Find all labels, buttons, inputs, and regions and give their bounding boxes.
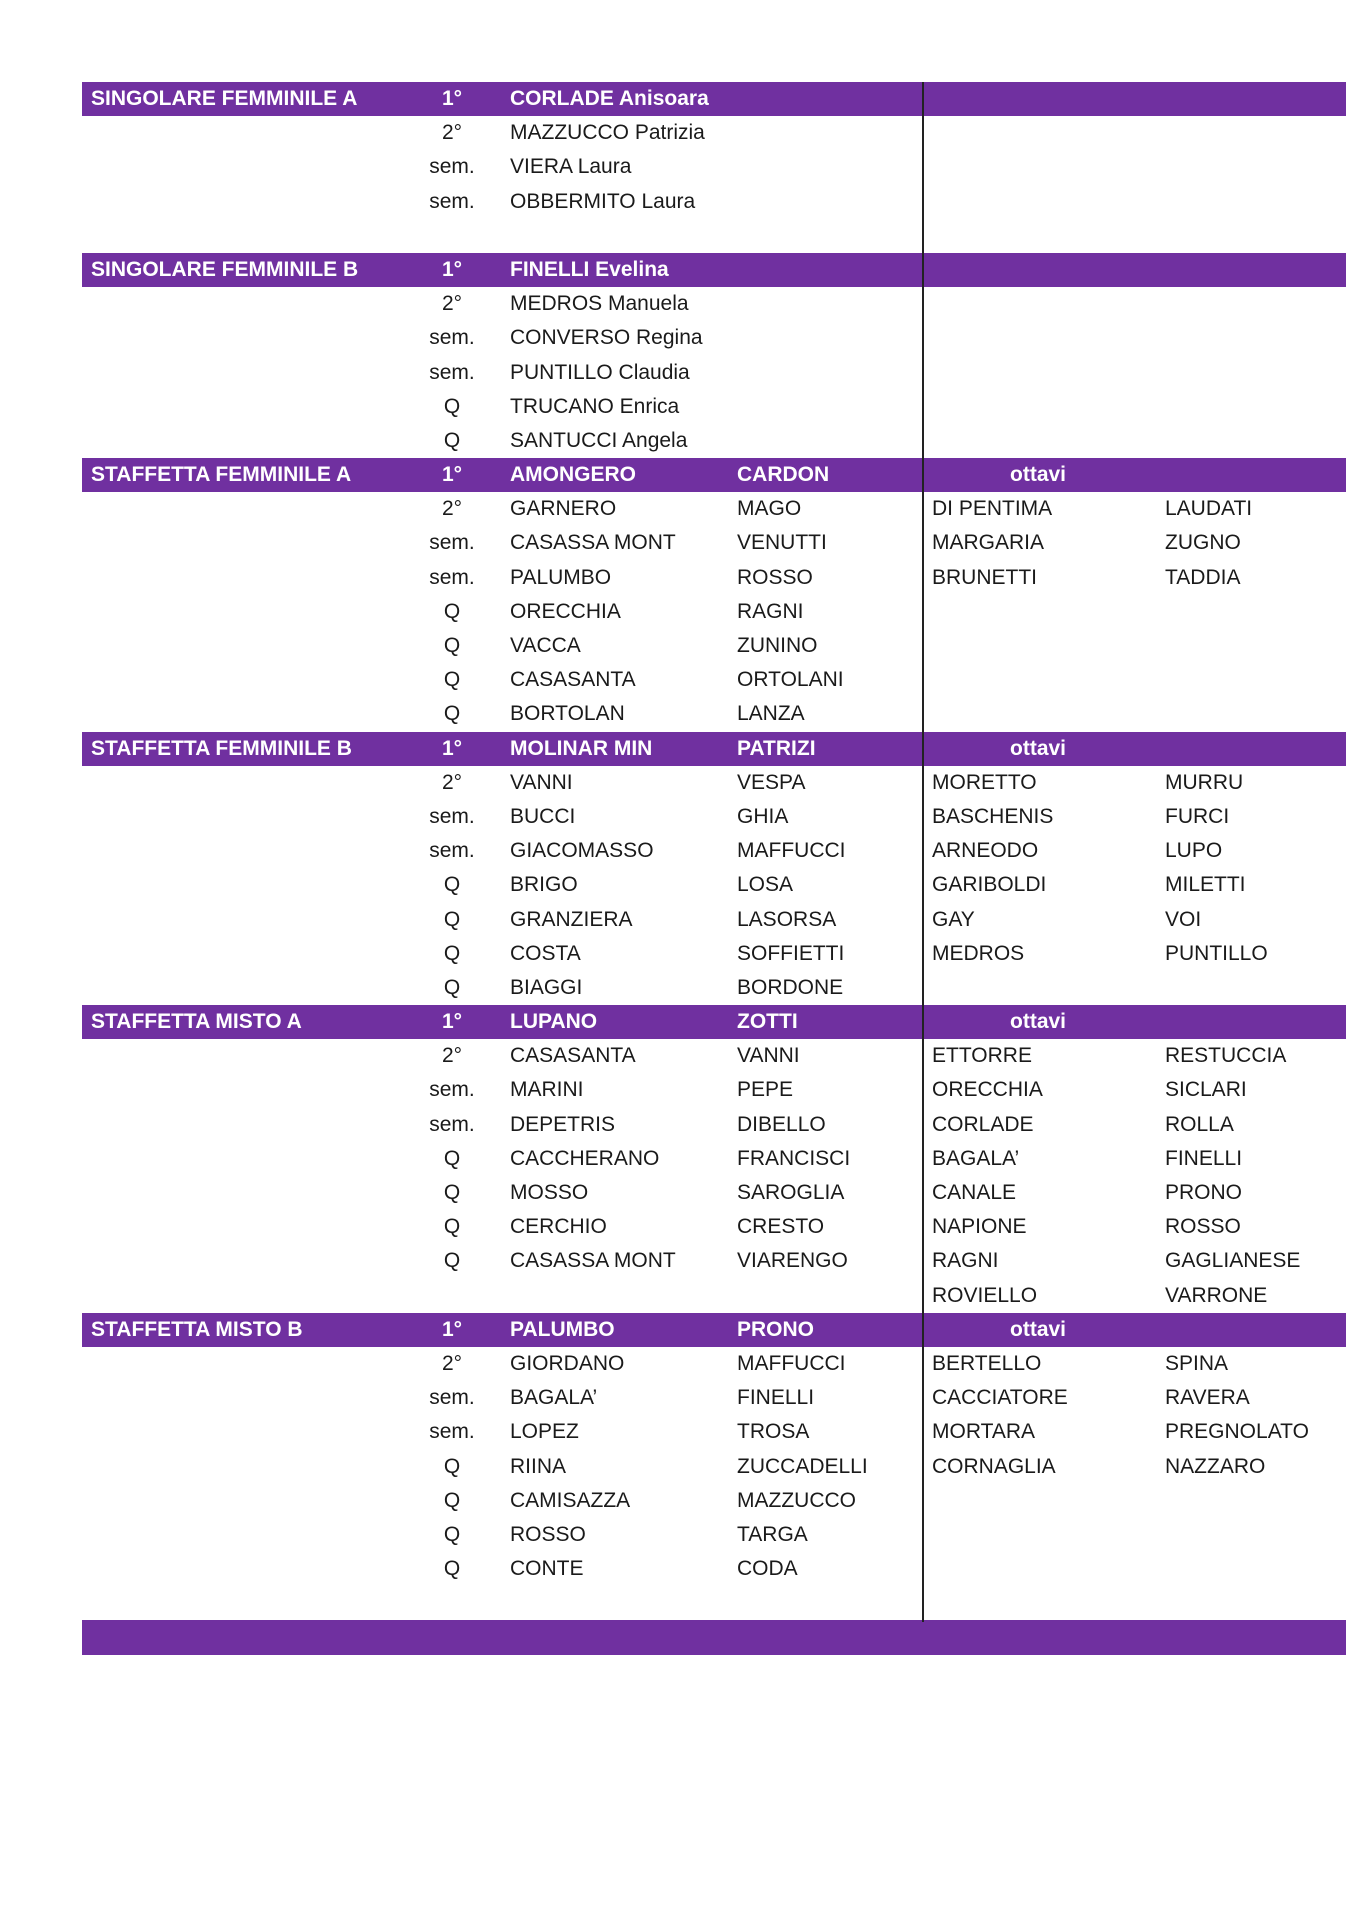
- result-row: [82, 561, 1346, 595]
- ottavi-name-1: GARIBOLDI: [932, 873, 1047, 897]
- position-label: Q: [443, 975, 461, 999]
- winner-name-1: MOLINAR MIN: [510, 736, 653, 760]
- result-row: [82, 834, 1346, 868]
- player-name-2: MAZZUCCO: [737, 1488, 856, 1512]
- category-title: SINGOLARE FEMMINILE B: [91, 257, 359, 281]
- player-name-1: CACCHERANO: [510, 1146, 660, 1170]
- result-row: [82, 1108, 1346, 1142]
- position-label: sem.: [429, 565, 475, 589]
- player-name-2: DIBELLO: [737, 1112, 826, 1136]
- player-name-1: CONVERSO Regina: [510, 326, 703, 350]
- player-name-1: BAGALA’: [510, 1386, 598, 1410]
- result-row: [82, 697, 1346, 731]
- player-name-1: ROSSO: [510, 1522, 586, 1546]
- ottavi-name-1: ARNEODO: [932, 839, 1039, 863]
- position-label: 1°: [441, 736, 463, 760]
- position-label: Q: [443, 394, 461, 418]
- player-name-2: ZUCCADELLI: [737, 1454, 868, 1478]
- position-label: sem.: [429, 1420, 475, 1444]
- player-name-2: BORDONE: [737, 975, 844, 999]
- player-name-2: ZUNINO: [737, 634, 818, 657]
- player-name-1: PALUMBO: [510, 565, 612, 589]
- result-row: [82, 937, 1346, 971]
- result-row: [82, 1484, 1346, 1518]
- ottavi-name-1: BERTELLO: [932, 1351, 1042, 1375]
- ottavi-name-1: CANALE: [932, 1181, 1017, 1204]
- player-name-2: VIARENGO: [737, 1249, 848, 1273]
- player-name-1: GIORDANO: [510, 1351, 625, 1375]
- result-row: [82, 1039, 1346, 1073]
- position-label: Q: [443, 941, 461, 965]
- ottavi-name-2: GAGLIANESE: [1165, 1249, 1301, 1273]
- player-name-1: ORECCHIA: [510, 599, 621, 623]
- ottavi-name-2: PRONO: [1165, 1181, 1243, 1204]
- player-name-1: GARNERO: [510, 497, 617, 521]
- ottavi-name-1: RAGNI: [932, 1249, 999, 1273]
- position-label: 1°: [441, 87, 463, 110]
- ottavi-name-1: CORLADE: [932, 1112, 1034, 1136]
- position-label: 2°: [441, 292, 463, 316]
- result-row: [82, 629, 1346, 663]
- ottavi-name-2: MILETTI: [1165, 873, 1246, 897]
- player-name-2: PEPE: [737, 1078, 794, 1102]
- winner-name-2: PATRIZI: [737, 736, 816, 760]
- ottavi-name-2: FURCI: [1165, 804, 1230, 828]
- ottavi-name-1: DI PENTIMA: [932, 497, 1053, 521]
- player-name-2: CRESTO: [737, 1215, 825, 1239]
- result-row: [82, 1415, 1346, 1449]
- results-sheet: [82, 82, 1346, 1655]
- ottavi-name-1: ETTORRE: [932, 1044, 1032, 1068]
- player-name-2: TROSA: [737, 1420, 810, 1444]
- ottavi-name-2: LAUDATI: [1165, 497, 1253, 521]
- winner-name-2: CARDON: [737, 463, 830, 487]
- player-name-1: RIINA: [510, 1454, 567, 1478]
- player-name-1: CAMISAZZA: [510, 1488, 631, 1512]
- section-spacer: [82, 1586, 1346, 1620]
- result-row: [82, 595, 1346, 629]
- ottavi-name-1: MEDROS: [932, 941, 1025, 965]
- result-row: [82, 1381, 1346, 1415]
- player-name-2: MAFFUCCI: [737, 1351, 846, 1375]
- ottavi-label: ottavi: [1010, 1010, 1067, 1034]
- player-name-1: BORTOLAN: [510, 702, 625, 726]
- position-label: sem.: [429, 1078, 475, 1102]
- ottavi-label: ottavi: [1010, 736, 1067, 760]
- ottavi-label: ottavi: [1010, 463, 1067, 487]
- player-name-1: VACCA: [510, 634, 581, 657]
- player-name-1: VIERA Laura: [510, 155, 632, 179]
- player-name-2: TARGA: [737, 1522, 808, 1546]
- result-row: [82, 116, 1346, 150]
- footer-bar: [82, 1620, 1346, 1654]
- winner-name-1: AMONGERO: [510, 463, 636, 487]
- player-name-2: VESPA: [737, 770, 806, 794]
- result-row: [82, 766, 1346, 800]
- ottavi-name-2: SPINA: [1165, 1351, 1229, 1375]
- result-row: [82, 356, 1346, 390]
- player-name-1: DEPETRIS: [510, 1112, 616, 1136]
- ottavi-name-1: MARGARIA: [932, 531, 1045, 555]
- player-name-1: BRIGO: [510, 873, 578, 897]
- ottavi-name-1: CORNAGLIA: [932, 1454, 1056, 1478]
- position-label: sem.: [429, 155, 475, 179]
- player-name-1: OBBERMITO Laura: [510, 189, 696, 213]
- position-label: Q: [443, 1522, 461, 1546]
- position-label: 2°: [441, 1044, 463, 1068]
- result-row: [82, 1244, 1346, 1278]
- ottavi-name-1: GAY: [932, 907, 975, 931]
- ottavi-name-1: NAPIONE: [932, 1215, 1027, 1239]
- player-name-2: LOSA: [737, 873, 794, 897]
- position-label: 2°: [441, 1351, 463, 1375]
- ottavi-name-2: FINELLI: [1165, 1146, 1243, 1170]
- position-label: Q: [443, 1557, 461, 1581]
- position-label: sem.: [429, 326, 475, 350]
- category-title: STAFFETTA MISTO A: [91, 1010, 302, 1034]
- player-name-1: MARINI: [510, 1078, 584, 1102]
- position-label: Q: [443, 702, 461, 726]
- category-header-row: [82, 458, 1346, 492]
- player-name-1: SANTUCCI Angela: [510, 428, 688, 452]
- player-name-1: GIACOMASSO: [510, 839, 654, 863]
- position-label: Q: [443, 1215, 461, 1239]
- player-name-1: MAZZUCCO Patrizia: [510, 121, 705, 145]
- ottavi-name-2: LUPO: [1165, 839, 1223, 863]
- category-title: STAFFETTA FEMMINILE B: [91, 736, 352, 760]
- result-row: [82, 663, 1346, 697]
- ottavi-name-1: CACCIATORE: [932, 1386, 1068, 1410]
- winner-name-1: FINELLI Evelina: [510, 257, 669, 281]
- category-header-row: [82, 1005, 1346, 1039]
- player-name-2: ROSSO: [737, 565, 813, 589]
- result-row: [82, 1552, 1346, 1586]
- ottavi-name-2: ZUGNO: [1165, 531, 1241, 555]
- position-label: sem.: [429, 804, 475, 828]
- result-row: [82, 424, 1346, 458]
- winner-name-1: PALUMBO: [510, 1317, 615, 1341]
- ottavi-name-2: ROLLA: [1165, 1112, 1234, 1136]
- result-row: [82, 526, 1346, 560]
- ottavi-name-1: ORECCHIA: [932, 1078, 1043, 1102]
- player-name-1: CASASSA MONT: [510, 1249, 676, 1273]
- ottavi-name-2: VARRONE: [1165, 1283, 1268, 1307]
- ottavi-name-1: BASCHENIS: [932, 804, 1054, 828]
- player-name-1: LOPEZ: [510, 1420, 579, 1444]
- ottavi-name-2: TADDIA: [1165, 565, 1241, 589]
- ottavi-name-1: ROVIELLO: [932, 1283, 1038, 1307]
- result-row: [82, 1279, 1346, 1313]
- position-label: sem.: [429, 531, 475, 555]
- result-row: [82, 321, 1346, 355]
- result-row: [82, 903, 1346, 937]
- player-name-1: TRUCANO Enrica: [510, 394, 680, 418]
- result-row: [82, 868, 1346, 902]
- player-name-1: CERCHIO: [510, 1215, 607, 1239]
- player-name-1: VANNI: [510, 770, 573, 794]
- ottavi-name-2: RAVERA: [1165, 1386, 1250, 1410]
- result-row: [82, 185, 1346, 219]
- category-header-row: [82, 732, 1346, 766]
- player-name-2: GHIA: [737, 804, 789, 828]
- ottavi-name-2: ROSSO: [1165, 1215, 1241, 1239]
- position-label: Q: [443, 599, 461, 623]
- result-row: [82, 492, 1346, 526]
- result-row: [82, 1450, 1346, 1484]
- position-label: sem.: [429, 1112, 475, 1136]
- category-title: SINGOLARE FEMMINILE A: [91, 87, 358, 110]
- player-name-1: CASASANTA: [510, 1044, 636, 1068]
- winner-name-1: LUPANO: [510, 1010, 598, 1034]
- player-name-2: MAFFUCCI: [737, 839, 846, 863]
- player-name-1: BIAGGI: [510, 975, 583, 999]
- player-name-2: MAGO: [737, 497, 802, 521]
- section-spacer: [82, 219, 1346, 253]
- player-name-1: CASASSA MONT: [510, 531, 676, 555]
- ottavi-name-2: RESTUCCIA: [1165, 1044, 1287, 1068]
- player-name-2: CODA: [737, 1557, 798, 1581]
- position-label: Q: [443, 1146, 461, 1170]
- player-name-1: CASASANTA: [510, 668, 636, 692]
- position-label: 1°: [441, 1010, 463, 1034]
- player-name-2: SOFFIETTI: [737, 941, 845, 965]
- ottavi-name-2: MURRU: [1165, 770, 1244, 794]
- position-label: 1°: [441, 463, 463, 487]
- ottavi-name-1: BAGALA’: [932, 1146, 1020, 1170]
- category-header-row: [82, 82, 1346, 116]
- ottavi-name-2: SICLARI: [1165, 1078, 1247, 1102]
- result-row: [82, 1347, 1346, 1381]
- category-title: STAFFETTA FEMMINILE A: [91, 463, 352, 487]
- result-row: [82, 1518, 1346, 1552]
- position-label: sem.: [429, 839, 475, 863]
- player-name-1: MOSSO: [510, 1181, 589, 1204]
- position-label: sem.: [429, 1386, 475, 1410]
- player-name-2: ORTOLANI: [737, 668, 844, 692]
- position-label: Q: [443, 668, 461, 692]
- result-row: [82, 1176, 1346, 1210]
- position-label: Q: [443, 873, 461, 897]
- category-header-row: [82, 253, 1346, 287]
- ottavi-name-2: PREGNOLATO: [1165, 1420, 1309, 1444]
- player-name-2: SAROGLIA: [737, 1181, 845, 1204]
- player-name-1: MEDROS Manuela: [510, 292, 689, 316]
- player-name-1: BUCCI: [510, 804, 576, 828]
- ottavi-name-1: MORETTO: [932, 770, 1037, 794]
- position-label: Q: [443, 1181, 461, 1204]
- result-row: [82, 1073, 1346, 1107]
- category-header-row: [82, 1313, 1346, 1347]
- column-divider: [922, 82, 924, 1622]
- position-label: Q: [443, 428, 461, 452]
- result-row: [82, 1142, 1346, 1176]
- position-label: Q: [443, 1249, 461, 1273]
- position-label: 2°: [441, 770, 463, 794]
- player-name-2: LANZA: [737, 702, 805, 726]
- result-row: [82, 971, 1346, 1005]
- player-name-1: GRANZIERA: [510, 907, 633, 931]
- ottavi-name-1: MORTARA: [932, 1420, 1036, 1444]
- winner-name-1: CORLADE Anisoara: [510, 87, 709, 110]
- player-name-2: VENUTTI: [737, 531, 827, 555]
- player-name-2: VANNI: [737, 1044, 800, 1068]
- position-label: 1°: [441, 257, 463, 281]
- position-label: Q: [443, 1454, 461, 1478]
- position-label: Q: [443, 634, 461, 657]
- ottavi-name-1: BRUNETTI: [932, 565, 1037, 589]
- player-name-2: FINELLI: [737, 1386, 815, 1410]
- category-title: STAFFETTA MISTO B: [91, 1317, 303, 1341]
- result-row: [82, 150, 1346, 184]
- player-name-2: RAGNI: [737, 599, 804, 623]
- result-row: [82, 287, 1346, 321]
- position-label: sem.: [429, 189, 475, 213]
- ottavi-name-2: PUNTILLO: [1165, 941, 1268, 965]
- position-label: Q: [443, 907, 461, 931]
- ottavi-name-2: NAZZARO: [1165, 1454, 1266, 1478]
- player-name-2: FRANCISCI: [737, 1146, 851, 1170]
- ottavi-label: ottavi: [1010, 1317, 1067, 1341]
- player-name-1: COSTA: [510, 941, 581, 965]
- player-name-1: CONTE: [510, 1557, 584, 1581]
- result-row: [82, 800, 1346, 834]
- ottavi-name-2: VOI: [1165, 907, 1202, 931]
- position-label: Q: [443, 1488, 461, 1512]
- position-label: sem.: [429, 360, 475, 384]
- result-row: [82, 1210, 1346, 1244]
- player-name-1: PUNTILLO Claudia: [510, 360, 690, 384]
- position-label: 2°: [441, 121, 463, 145]
- position-label: 2°: [441, 497, 463, 521]
- result-row: [82, 390, 1346, 424]
- player-name-2: LASORSA: [737, 907, 837, 931]
- winner-name-2: ZOTTI: [737, 1010, 798, 1034]
- winner-name-2: PRONO: [737, 1317, 815, 1341]
- position-label: 1°: [441, 1317, 463, 1341]
